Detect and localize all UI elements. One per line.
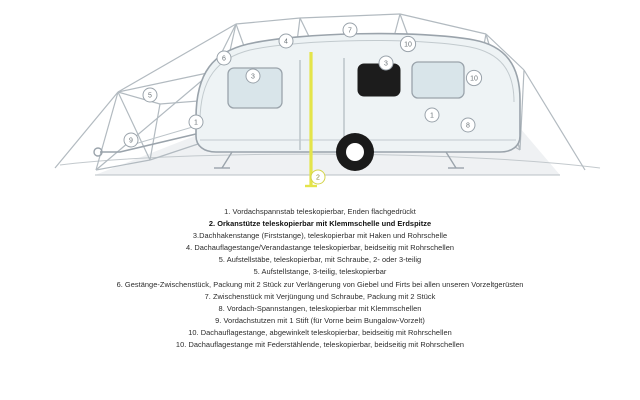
marker-2 bbox=[311, 170, 325, 184]
marker-1a bbox=[189, 115, 203, 129]
legend-item: 8. Vordach-Spannstangen, teleskopierbar mit Klemmschellen bbox=[218, 303, 422, 313]
svg-text:2: 2 bbox=[316, 174, 320, 182]
legend-item: 3.Dachhakenstange (Firststange), teleskopierbar mit Haken und Rohrschelle bbox=[192, 231, 448, 241]
marker-1b bbox=[425, 108, 439, 122]
svg-text:1: 1 bbox=[194, 119, 198, 127]
marker-10b bbox=[466, 70, 481, 85]
marker-8 bbox=[461, 118, 475, 132]
legend-item: 10. Dachauflagestange mit Federstählende, teleskopierbar, beidseitig mit Rohrschellen bbox=[175, 340, 465, 350]
svg-text:5: 5 bbox=[148, 92, 152, 100]
marker-4 bbox=[279, 34, 293, 48]
marker-7 bbox=[343, 23, 357, 37]
svg-text:4: 4 bbox=[284, 38, 288, 46]
legend-item: 4. Dachauflagestange/Verandastange teleskopierbar, beidseitig mit Rohrschellen bbox=[185, 243, 455, 253]
svg-text:7: 7 bbox=[348, 27, 352, 35]
legend-item: 6. Gestänge-Zwischenstück, Packung mit 2 Stück zur Verlängerung von Giebel und Firts bei allen unseren Vorzeltgerüsten bbox=[116, 279, 524, 289]
svg-text:3: 3 bbox=[384, 60, 388, 68]
marker-5 bbox=[143, 88, 157, 102]
svg-text:1: 1 bbox=[430, 112, 434, 120]
svg-text:10: 10 bbox=[470, 75, 478, 83]
svg-text:3: 3 bbox=[251, 73, 255, 81]
svg-text:8: 8 bbox=[466, 122, 470, 130]
marker-3b bbox=[379, 56, 393, 70]
caravan-body bbox=[94, 34, 520, 168]
marker-6 bbox=[217, 51, 231, 65]
legend-item: 10. Dachauflagestange, abgewinkelt teleskopierbar, beidseitig mit Rohrschellen bbox=[188, 327, 452, 337]
svg-text:9: 9 bbox=[129, 137, 133, 145]
marker-3a bbox=[246, 69, 260, 83]
legend-item-highlighted: 2. Orkanstütze teleskopierbar mit Klemmschelle und Erdspitze bbox=[208, 219, 432, 229]
svg-text:6: 6 bbox=[222, 55, 226, 63]
svg-text:10: 10 bbox=[404, 41, 412, 49]
legend-item: 5. Aufstellstäbe, teleskopierbar, mit Schraube, 2- oder 3-teilig bbox=[218, 255, 422, 265]
legend-item: 7. Zwischenstück mit Verjüngung und Schraube, Packung mit 2 Stück bbox=[204, 291, 436, 301]
marker-9 bbox=[124, 133, 138, 147]
legend-item: 9. Vordachstutzen mit 1 Stift (für Vorne beim Bungalow-Vorzelt) bbox=[215, 315, 425, 325]
marker-10a bbox=[400, 36, 415, 51]
legend-list bbox=[0, 206, 640, 351]
legend-item: 1. Vordachspannstab teleskopierbar, Enden flachgedrückt bbox=[224, 207, 416, 216]
caravan-wheel bbox=[336, 133, 374, 171]
legend-item: 5. Aufstellstange, 3-teilig, teleskopierbar bbox=[253, 267, 387, 277]
